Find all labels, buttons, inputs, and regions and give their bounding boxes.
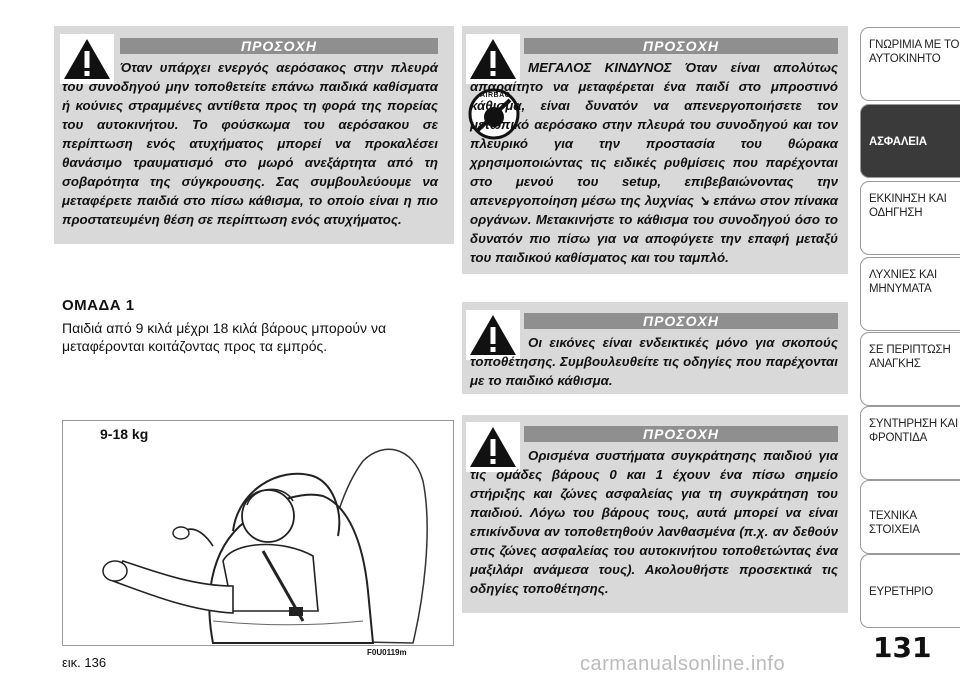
warning-text-before: ΜΕΓΑΛΟΣ ΚΙΝΔΥΝΟΣ Όταν είναι απολύτως απαραίτητο να μεταφέρεται ένα παιδί στο μπροστινό κάθισμα, είναι δυνατόν να απενεργοποιήσετε τον μετωπικό αερόσακο στην πλευρά του συνοδηγού και τον πλευρικό για την προστασία του θώρακα χρησιμοποιώντας τις ειδικές ρυθμίσεις που παρέχονται στο μενού του setup, επιβεβαιώνοντας την απενεργοποίηση μέσω της λυχνίας (470, 60, 838, 208)
warning-text (470, 333, 838, 390)
tab-maintenance[interactable]: ΣΥΝΤΗΡΗΣΗ ΚΑΙ ΦΡΟΝΤΙΔΑ (860, 406, 960, 480)
warning-text (62, 58, 438, 229)
warning-title-bar: ΠΡΟΣΟΧΗ (120, 38, 438, 54)
section-body: Παιδιά από 9 κιλά μέχρι 18 κιλά βάρους μπορούν να μεταφέρονται κοιτάζοντας προς τα εμπρός. (62, 320, 387, 354)
figure-weight-label: 9-18 kg (100, 426, 149, 442)
airbag-label: AIRBAG (480, 92, 511, 99)
warning-title-bar: ΠΡΟΣΟΧΗ (524, 426, 838, 442)
watermark: carmanualsonline.info (580, 653, 786, 675)
tab-emergency[interactable]: ΣΕ ΠΕΡΙΠΤΩΣΗ ΑΝΑΓΚΗΣ (860, 332, 960, 406)
tab-starting-driving[interactable]: ΕΚΚΙΝΗΣΗ ΚΑΙ ΟΔΗΓΗΣΗ (860, 181, 960, 255)
tab-technical-data[interactable]: ΤΕΧΝΙΚΑ ΣΤΟΙΧΕΙΑ (860, 480, 960, 554)
tab-safety[interactable]: ΑΣΦΑΛΕΙΑ (860, 104, 960, 178)
warning-text (470, 446, 838, 598)
tab-warning-lights[interactable]: ΛΥΧΝΙΕΣ ΚΑΙ ΜΗΝΥΜΑΤΑ (860, 257, 960, 331)
warning-title-bar: ΠΡΟΣΟΧΗ (524, 38, 838, 54)
warning-paragraph: Όταν υπάρχει ενεργός αερόσακος στην πλευρά του συνοδηγού μην τοποθετείτε επάνω παιδικά καθίσματα ή κούνιες στραμμένες αντίθετα προς τη φορά της πορείας του αυτοκινήτου. Το φούσκωμα του αερόσακου σε περίπτωση ενός ατυχήματος μπορεί να προκαλέσει θανάσιμο τραυματισμό στο μωρό ανεξάρτητα από τη σοβαρότητα της σύγκρουσης. Σας συμβουλεύουμε να μεταφέρετε παιδιά στο πίσω κάθισμα, το οποίο είναι η πιο προστατευμένη θέση σε περίπτωση ενός ατυχήματος. (62, 60, 438, 227)
warning-text-after: επάνω στον πίνακα οργάνων. Μετακινήστε το κάθισμα του συνοδηγού όσο το δυνατόν πιο πίσω για να αποφύγετε την επαφή μεταξύ του παιδικού καθίσματος και του ταμπλό. (470, 193, 838, 265)
child-seat-illustration (63, 421, 453, 645)
warning-paragraph: Οι εικόνες είναι ενδεικτικές μόνο για σκοπούς τοποθέτησης. Συμβουλευθείτε τις οδηγίες που παρέχονται με το παιδικό κάθισμα. (470, 335, 838, 388)
figure-code: F0U0119m (367, 648, 407, 657)
figure-caption: εικ. 136 (62, 655, 107, 670)
warning-title-bar: ΠΡΟΣΟΧΗ (524, 313, 838, 329)
airbag-lamp-icon: ↘ (698, 193, 710, 208)
figure-illustration (62, 420, 454, 646)
tab-getting-to-know[interactable]: ΓΝΩΡΙΜΙΑ ΜΕ ΤΟ ΑΥΤΟΚΙΝΗΤΟ (860, 27, 960, 101)
page-number: 131 (873, 631, 932, 664)
warning-text (470, 58, 838, 267)
section-title: ΟΜΑΔΑ 1 (62, 297, 135, 314)
warning-paragraph: Ορισμένα συστήματα συγκράτησης παιδιού για τις ομάδες βάρους 0 και 1 έχουν ένα πίσω σημείο στήριξης και ζώνες ασφαλείας για τη συγκράτηση του παιδιού. Λόγω του βάρους τους, αυτά μπορεί να είναι επικίνδυνα αν τοποθετηθούν λανθασμένα (π.χ. αν δεθούν στις ζώνες ασφαλείας του αυτοκινήτου τοποθετώντας ένα μαξιλάρι ανάμεσα τους). Ακολουθήστε προσεκτικά τις οδηγίες τοποθέτησης. (470, 448, 838, 596)
warning-paragraph (470, 58, 838, 267)
tab-index[interactable]: ΕΥΡΕΤΗΡΙΟ (860, 554, 960, 628)
